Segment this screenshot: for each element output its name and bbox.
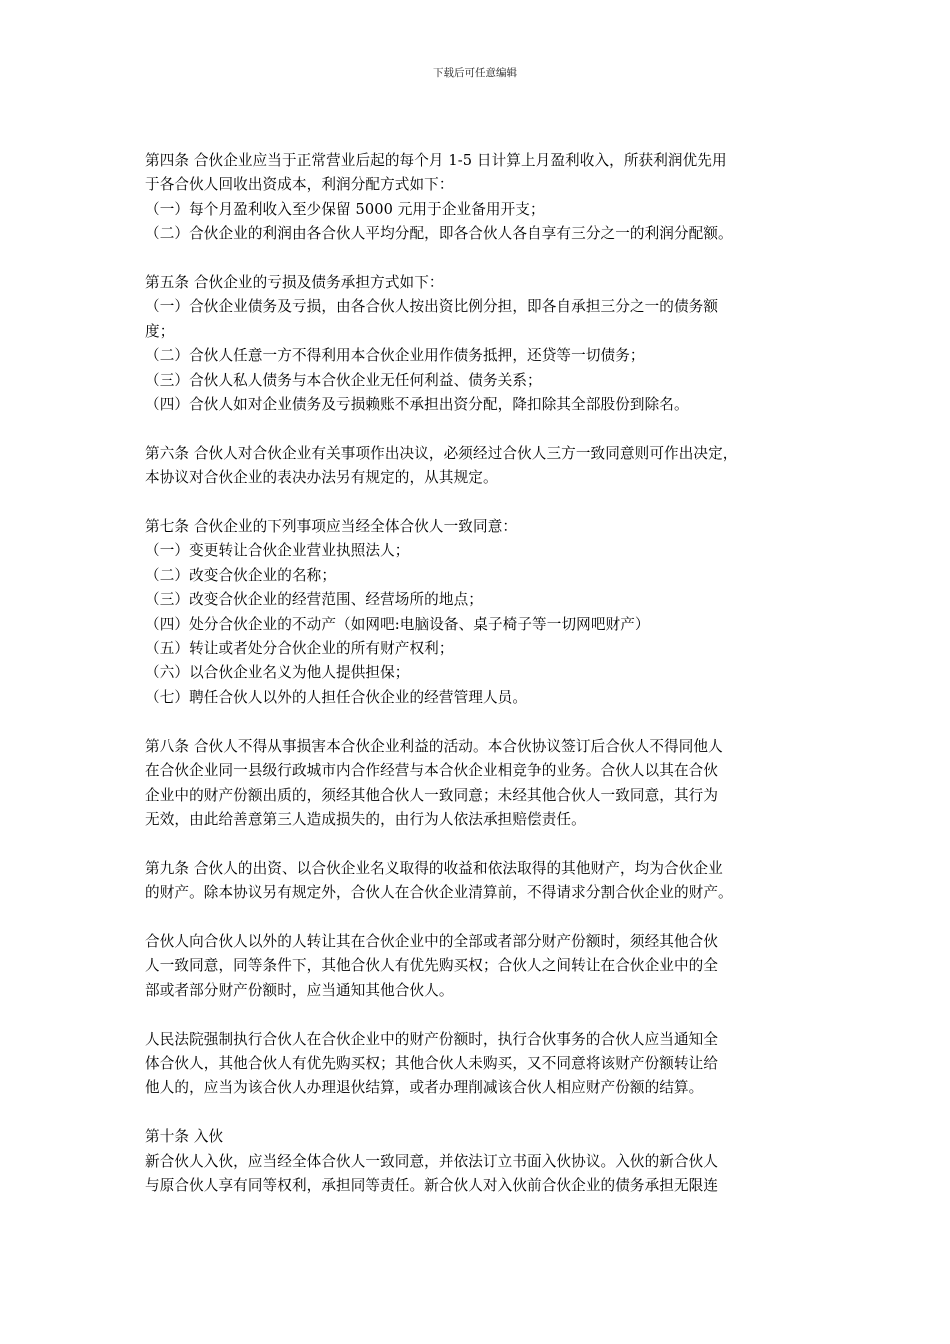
text-line: 他人的，应当为该合伙人办理退伙结算，或者办理削减该合伙人相应财产份额的结算。	[145, 1079, 704, 1097]
text-line: 于各合伙人回收出资成本，利润分配方式如下：	[145, 176, 454, 194]
text-line: 第五条 合伙企业的亏损及债务承担方式如下：	[145, 274, 444, 292]
text-line: （一）合伙企业债务及亏损，由各合伙人按出资比例分担，即各自承担三分之一的债务额	[145, 298, 719, 316]
text-line: （一）变更转让合伙企业营业执照法人；	[145, 542, 410, 560]
text-line: 部或者部分财产份额时，应当通知其他合伙人。	[145, 981, 454, 999]
text-line: 人一致同意，同等条件下，其他合伙人有优先购买权；合伙人之间转让在合伙企业中的全	[145, 957, 719, 975]
text-line: （三）合伙人私人债务与本合伙企业无任何利益、债务关系；	[145, 371, 542, 389]
text-line: 新合伙人入伙，应当经全体合伙人一致同意，并依法订立书面入伙协议。入伙的新合伙人	[145, 1152, 719, 1170]
text-line: 在合伙企业同一县级行政城市内合作经营与本合伙企业相竞争的业务。合伙人以其在合伙	[145, 762, 719, 780]
text-line: （四）合伙人如对企业债务及亏损赖账不承担出资分配，降扣除其全部股份到除名。	[145, 396, 689, 414]
text-line: 人民法院强制执行合伙人在合伙企业中的财产份额时，执行合伙事务的合伙人应当通知全	[145, 1030, 719, 1048]
text-line: （七）聘任合伙人以外的人担任合伙企业的经营管理人员。	[145, 688, 528, 706]
text-line: （四）处分合伙企业的不动产（如网吧:电脑设备、桌子椅子等一切网吧财产）	[145, 615, 650, 633]
text-line: 企业中的财产份额出质的，须经其他合伙人一致同意；未经其他合伙人一致同意，其行为	[145, 786, 719, 804]
text-line: （二）合伙人任意一方不得利用本合伙企业用作债务抵押，还贷等一切债务；	[145, 347, 645, 365]
text-line: 第七条 合伙企业的下列事项应当经全体合伙人一致同意：	[145, 518, 518, 536]
document-body	[145, 149, 810, 1198]
text-line: 的财产。除本协议另有规定外，合伙人在合伙企业清算前，不得请求分割合伙企业的财产。	[145, 884, 733, 902]
article-10	[145, 1125, 810, 1198]
text-line: 第九条 合伙人的出资、以合伙企业名义取得的收益和依法取得的其他财产，均为合伙企业	[145, 859, 723, 877]
text-line: 体合伙人，其他合伙人有优先购买权；其他合伙人未购买，又不同意将该财产份额转让给	[145, 1054, 719, 1072]
text-line: 第六条 合伙人对合伙企业有关事项作出决议，必须经过合伙人三方一致同意则可作出决定，	[145, 444, 738, 462]
article-4	[145, 149, 810, 247]
text-line: （三）改变合伙企业的经营范围、经营场所的地点；	[145, 591, 483, 609]
text-line: 第八条 合伙人不得从事损害本合伙企业利益的活动。本合伙协议签订后合伙人不得同他人	[145, 737, 723, 755]
article-6	[145, 442, 810, 491]
text-line: 无效，由此给善意第三人造成损失的，由行为人依法承担赔偿责任。	[145, 810, 586, 828]
text-line: 度；	[145, 322, 175, 340]
text-line: （二）合伙企业的利润由各合伙人平均分配，即各合伙人各自享有三分之一的利润分配额。	[145, 225, 733, 243]
article-8	[145, 735, 810, 833]
text-line: （六）以合伙企业名义为他人提供担保；	[145, 664, 410, 682]
article-5	[145, 271, 810, 417]
text-line: （五）转让或者处分合伙企业的所有财产权利；	[145, 640, 454, 658]
text-line: 合伙人向合伙人以外的人转让其在合伙企业中的全部或者部分财产份额时，须经其他合伙	[145, 932, 719, 950]
article-7	[145, 515, 810, 710]
article-9-court	[145, 1028, 810, 1101]
article-9	[145, 857, 810, 906]
page-header-note: 下载后可任意编辑	[433, 67, 517, 79]
text-line: 与原合伙人享有同等权利，承担同等责任。新合伙人对入伙前合伙企业的债务承担无限连	[145, 1176, 719, 1194]
text-line: （一）每个月盈利收入至少保留 5000 元用于企业备用开支；	[145, 200, 545, 218]
text-line: 第十条 入伙	[145, 1128, 224, 1146]
article-9-transfer	[145, 930, 810, 1003]
text-line: 第四条 合伙企业应当于正常营业后起的每个月 1-5 日计算上月盈利收入，所获利润优先用	[145, 152, 727, 169]
text-line: 本协议对合伙企业的表决办法另有规定的，从其规定。	[145, 469, 498, 487]
text-line: （二）改变合伙企业的名称；	[145, 566, 337, 584]
